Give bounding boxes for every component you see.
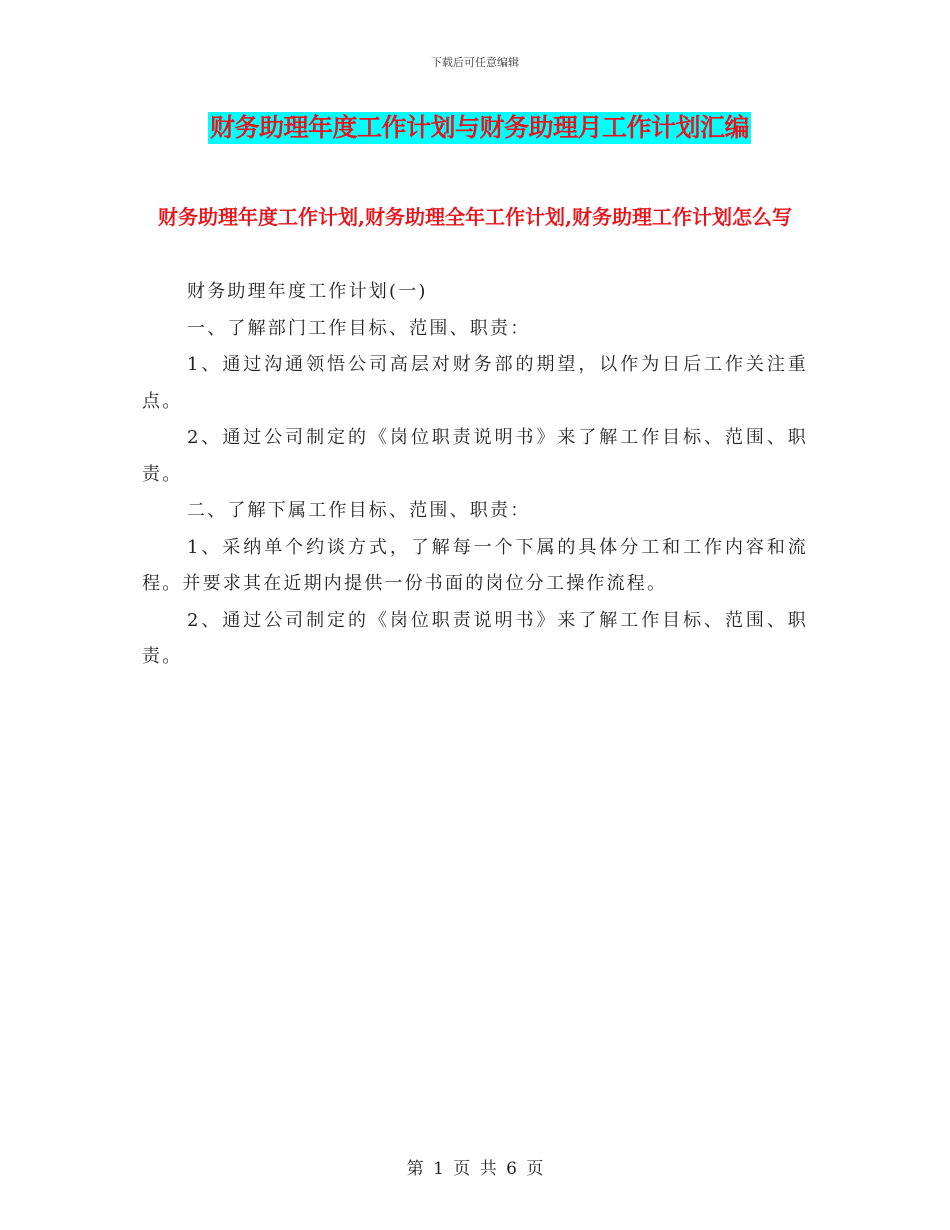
paragraph: 二、了解下属工作目标、范围、职责： xyxy=(187,500,531,521)
paragraph: 2、通过公司制定的《岗位职责说明书》来了解工作目标、范围、职责。 xyxy=(142,609,808,667)
paragraph: 1、通过沟通领悟公司高层对财务部的期望，以作为日后工作关注重点。 xyxy=(142,354,808,412)
document-subtitle: 财务助理年度工作计划,财务助理全年工作计划,财务助理工作计划怎么写 xyxy=(158,205,792,229)
body-text xyxy=(142,274,808,676)
header-note: 下载后可任意编辑 xyxy=(431,56,519,69)
paragraph: 一、了解部门工作目标、范围、职责： xyxy=(187,317,531,339)
paragraph: 1、采纳单个约谈方式，了解每一个下属的具体分工和工作内容和流程。并要求其在近期内提供一份书面的岗位分工操作流程。 xyxy=(142,536,808,594)
paragraph: 2、通过公司制定的《岗位职责说明书》来了解工作目标、范围、职责。 xyxy=(142,427,808,485)
document-title: 财务助理年度工作计划与财务助理月工作计划汇编 xyxy=(210,113,750,142)
section-heading: 财务助理年度工作计划(一) xyxy=(187,281,428,302)
page-number-footer: 第 1 页 共 6 页 xyxy=(406,1159,544,1179)
